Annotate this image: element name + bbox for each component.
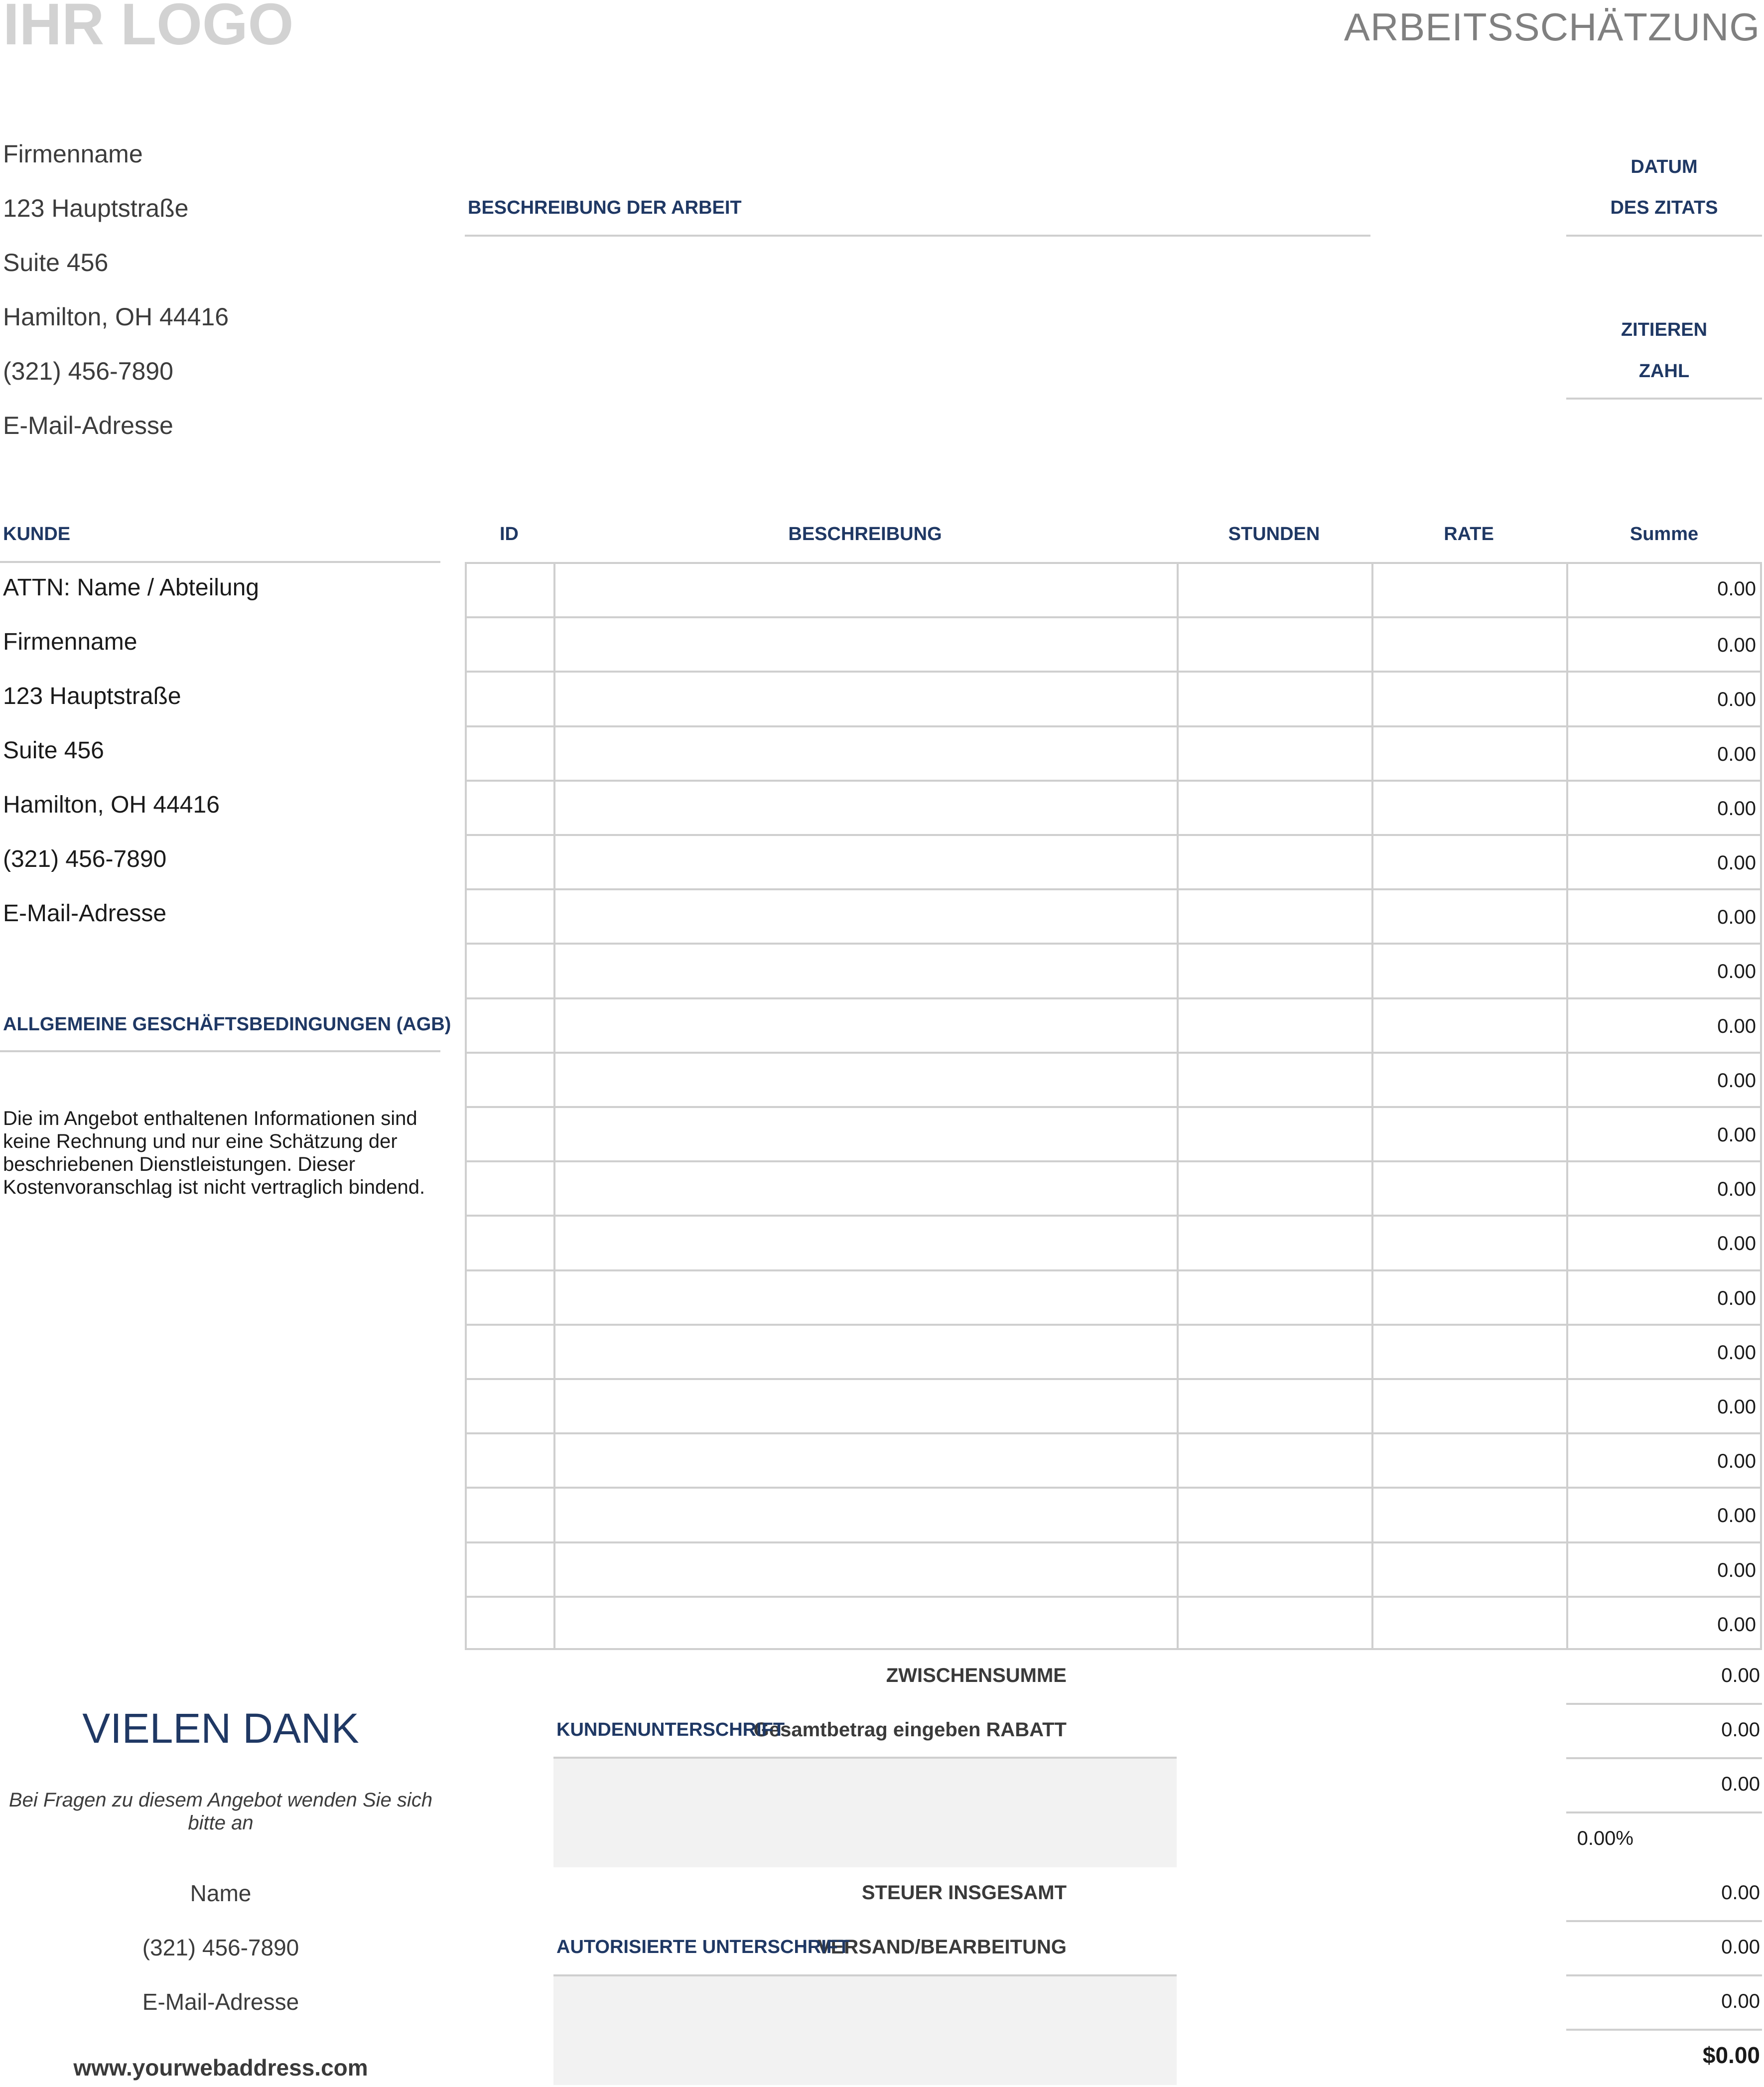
customer-signature-label: KUNDENUNTERSCHRIFT <box>556 1719 785 1740</box>
customer-city: Hamilton, OH 44416 <box>3 792 220 818</box>
table-row <box>467 1106 1760 1162</box>
subtotal-label: ZWISCHENSUMME <box>886 1665 1067 1686</box>
row-amount: 0.00 <box>1717 1341 1756 1364</box>
customer-line <box>0 561 440 563</box>
total-tax-label: STEUER INSGESAMT <box>861 1882 1067 1904</box>
column-header-description: BESCHREIBUNG <box>788 524 942 545</box>
authorized-signature-field[interactable] <box>553 1976 1177 2085</box>
customer-suite: Suite 456 <box>3 737 104 764</box>
terms-line <box>0 1050 440 1052</box>
row-amount: 0.00 <box>1717 578 1756 600</box>
table-row <box>467 1596 1760 1652</box>
table-row <box>467 1215 1760 1271</box>
other-value[interactable]: 0.00 <box>1721 1990 1760 2012</box>
row-amount: 0.00 <box>1717 961 1756 983</box>
company-street: 123 Hauptstraße <box>3 194 189 222</box>
date-value-field[interactable] <box>1566 235 1762 237</box>
table-row <box>467 943 1760 999</box>
row-amount: 0.00 <box>1717 1069 1756 1092</box>
tax-rate-value[interactable]: 0.00% <box>1577 1827 1633 1849</box>
row-amount: 0.00 <box>1717 1505 1756 1527</box>
company-email: E-Mail-Adresse <box>3 412 173 439</box>
totals-line <box>1566 1703 1762 1705</box>
row-amount: 0.00 <box>1717 1559 1756 1581</box>
table-row <box>467 562 1760 616</box>
work-description-label: BESCHREIBUNG DER ARBEIT <box>468 197 742 218</box>
subtotal-less-discount-value: 0.00 <box>1721 1773 1760 1795</box>
totals-line <box>1566 1757 1762 1759</box>
contact-question: Bei Fragen zu diesem Angebot wenden Sie sich bitte an <box>8 1789 433 1834</box>
table-row <box>467 1541 1760 1598</box>
table-row <box>467 997 1760 1054</box>
shipping-label: VERSAND/BEARBEITUNG <box>817 1936 1067 1958</box>
logo-placeholder: IHR LOGO <box>3 0 294 57</box>
row-amount: 0.00 <box>1717 1613 1756 1636</box>
contact-name: Name <box>190 1880 252 1906</box>
row-amount: 0.00 <box>1717 797 1756 820</box>
table-row <box>467 616 1760 673</box>
shipping-value[interactable]: 0.00 <box>1721 1936 1760 1958</box>
customer-signature-field[interactable] <box>553 1759 1177 1867</box>
line-items-table <box>465 562 1762 1650</box>
company-phone: (321) 456-7890 <box>3 357 173 385</box>
customer-street: 123 Hauptstraße <box>3 683 181 709</box>
table-row <box>467 1052 1760 1108</box>
table-row <box>467 1269 1760 1326</box>
terms-label: ALLGEMEINE GESCHÄFTSBEDINGUNGEN (AGB) <box>3 1014 451 1035</box>
table-row <box>467 1324 1760 1380</box>
table-row <box>467 1378 1760 1434</box>
table-row <box>467 671 1760 727</box>
customer-email: E-Mail-Adresse <box>3 900 167 927</box>
website-link[interactable]: www.yourwebaddress.com <box>73 2055 368 2081</box>
table-row <box>467 834 1760 890</box>
totals-line <box>1566 1920 1762 1922</box>
quote-number-field[interactable] <box>1566 398 1762 400</box>
grand-total-value: $0.00 <box>1702 2042 1760 2068</box>
total-tax-value: 0.00 <box>1721 1882 1760 1904</box>
totals-line <box>1566 2029 1762 2031</box>
quote-number-label-line2: ZAHL <box>1638 361 1690 382</box>
subtotal-value: 0.00 <box>1721 1665 1760 1686</box>
row-amount: 0.00 <box>1717 1015 1756 1037</box>
quote-number-label-line1: ZITIEREN <box>1621 319 1708 340</box>
row-amount: 0.00 <box>1717 689 1756 711</box>
thank-you-heading: VIELEN DANK <box>82 1705 359 1752</box>
company-name: Firmenname <box>3 140 143 168</box>
work-description-line <box>465 235 1370 237</box>
date-label-line1: DATUM <box>1630 156 1698 177</box>
totals-line <box>1566 1974 1762 1976</box>
row-amount: 0.00 <box>1717 1178 1756 1201</box>
column-header-sum: Summe <box>1629 524 1699 545</box>
row-amount: 0.00 <box>1717 743 1756 765</box>
table-row <box>467 1432 1760 1489</box>
column-header-id: ID <box>500 524 519 545</box>
table-row <box>467 1487 1760 1543</box>
customer-attn: ATTN: Name / Abteilung <box>3 574 259 601</box>
row-amount: 0.00 <box>1717 1396 1756 1418</box>
customer-name: Firmenname <box>3 629 137 655</box>
column-header-hours: STUNDEN <box>1228 524 1320 545</box>
date-label-line2: DES ZITATS <box>1610 197 1718 218</box>
totals-line <box>1566 1811 1762 1813</box>
row-amount: 0.00 <box>1717 1450 1756 1473</box>
row-amount: 0.00 <box>1717 1287 1756 1309</box>
row-amount: 0.00 <box>1717 852 1756 874</box>
terms-text: Die im Angebot enthaltenen Informationen sind keine Rechnung und nur eine Schätzung der beschriebenen Dienstleistungen. Dieser Kostenvoranschlag ist nicht vertraglich bindend. <box>3 1108 425 1198</box>
company-city: Hamilton, OH 44416 <box>3 303 229 331</box>
row-amount: 0.00 <box>1717 1124 1756 1146</box>
customer-label: KUNDE <box>3 524 71 545</box>
row-amount: 0.00 <box>1717 1233 1756 1255</box>
table-row <box>467 888 1760 945</box>
document-title: ARBEITSSCHÄTZUNG <box>1344 5 1760 49</box>
table-row <box>467 725 1760 782</box>
table-row <box>467 1160 1760 1217</box>
customer-phone: (321) 456-7890 <box>3 846 167 872</box>
contact-email: E-Mail-Adresse <box>142 1989 299 2015</box>
discount-label: Gesamtbetrag eingeben RABATT <box>753 1719 1067 1741</box>
row-amount: 0.00 <box>1717 634 1756 657</box>
column-header-rate: RATE <box>1444 524 1494 545</box>
discount-value[interactable]: 0.00 <box>1721 1719 1760 1741</box>
contact-phone: (321) 456-7890 <box>142 1935 299 1960</box>
row-amount: 0.00 <box>1717 906 1756 929</box>
table-row <box>467 780 1760 836</box>
authorized-signature-label: AUTORISIERTE UNTERSCHRIFT <box>556 1937 850 1957</box>
company-suite: Suite 456 <box>3 249 109 277</box>
